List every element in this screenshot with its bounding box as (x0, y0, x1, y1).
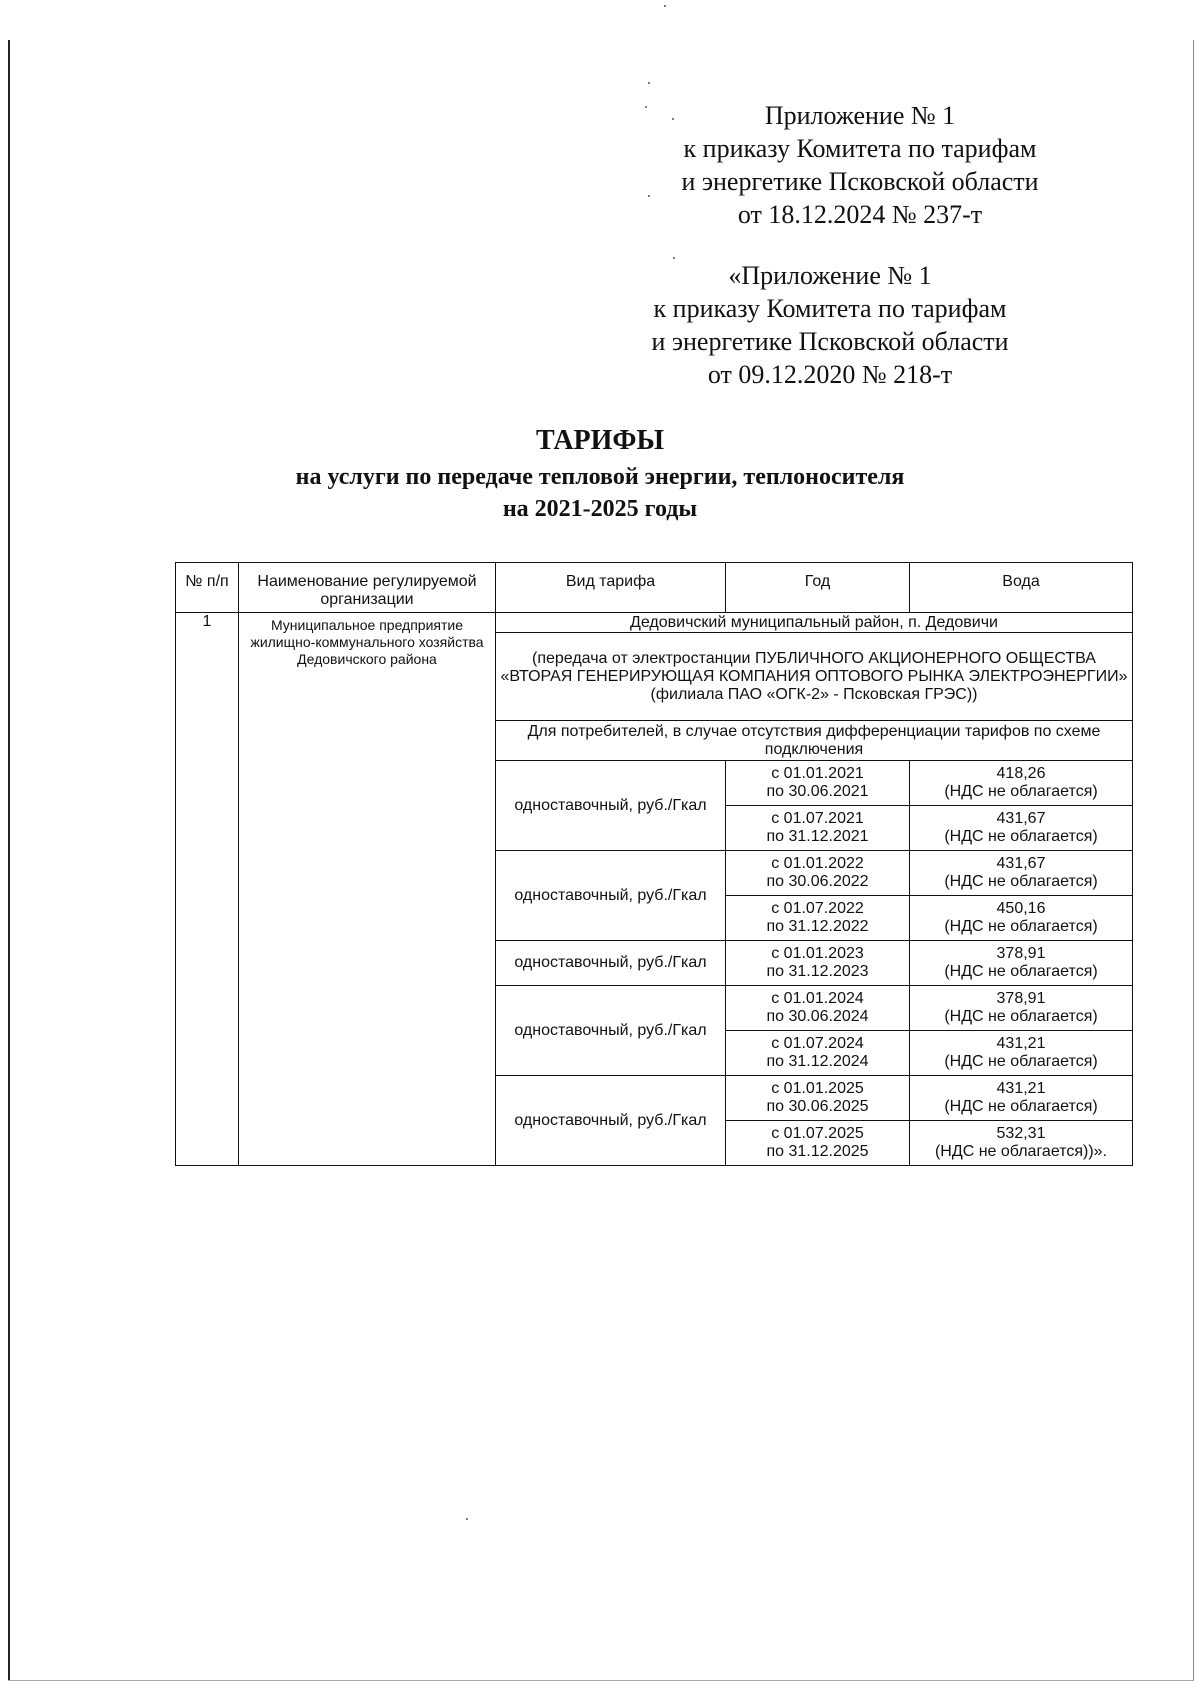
tariff-value-cell (910, 851, 1133, 896)
scan-speck (466, 1518, 468, 1520)
period-to: по 31.12.2021 (766, 828, 869, 845)
tariff-table (175, 562, 1133, 1166)
tariff-value: 418,26 (996, 765, 1046, 782)
tariff-type-cell: одноставочный, руб./Гкал (496, 1076, 726, 1166)
tariff-value-cell (910, 1121, 1133, 1166)
vat-note: (НДС не облагается) (944, 1008, 1098, 1025)
period-from: с 01.07.2024 (771, 1035, 864, 1052)
period-to: по 31.12.2023 (766, 963, 869, 980)
period-from: с 01.01.2024 (771, 990, 864, 1007)
period-cell (726, 986, 910, 1031)
appendix-line: и энергетике Псковской области (681, 167, 1039, 196)
vat-note: (НДС не облагается) (944, 1053, 1098, 1070)
period-to: по 30.06.2021 (766, 783, 869, 800)
period-cell (726, 851, 910, 896)
period-cell (726, 806, 910, 851)
header-tariff-type: Вид тарифа (496, 563, 726, 613)
period-cell (726, 1031, 910, 1076)
tariff-value-cell (910, 1031, 1133, 1076)
period-to: по 30.06.2025 (766, 1098, 869, 1115)
tariff-value-cell (910, 806, 1133, 851)
tariff-type-cell: одноставочный, руб./Гкал (496, 761, 726, 851)
tariff-type-cell: одноставочный, руб./Гкал (496, 941, 726, 986)
header-org: Наименование регулируемой организации (239, 563, 496, 613)
tariff-value-cell (910, 1076, 1133, 1121)
appendix-line: «Приложение № 1 (728, 261, 932, 290)
period-from: с 01.01.2021 (771, 765, 864, 782)
appendix-line: и энергетике Псковской области (651, 327, 1009, 356)
period-to: по 31.12.2022 (766, 918, 869, 935)
period-cell (726, 896, 910, 941)
document-title: ТАРИФЫ (536, 425, 664, 456)
tariff-value-cell (910, 941, 1133, 986)
tariff-value: 532,31 (996, 1125, 1046, 1142)
vat-note: (НДС не облагается))». (934, 1143, 1108, 1160)
tariff-value-cell (910, 896, 1133, 941)
tariff-value: 431,67 (996, 810, 1046, 827)
appendix-current-reference (620, 99, 1100, 231)
vat-note: (НДС не облагается) (944, 1098, 1098, 1115)
district-name: Дедовичский муниципальный район, п. Дедовичи (496, 613, 1133, 633)
vat-note: (НДС не облагается) (944, 918, 1098, 935)
header-num: № п/п (176, 563, 239, 613)
page-bottom-border (8, 1680, 1194, 1681)
tariff-value: 431,67 (996, 855, 1046, 872)
period-to: по 31.12.2024 (766, 1053, 869, 1070)
row-number: 1 (176, 613, 239, 1166)
vat-note: (НДС не облагается) (944, 783, 1098, 800)
period-from: с 01.07.2025 (771, 1125, 864, 1142)
appendix-line: к приказу Комитета по тарифам (683, 134, 1037, 163)
period-cell (726, 1076, 910, 1121)
period-from: с 01.01.2022 (771, 855, 864, 872)
tariff-value: 431,21 (996, 1080, 1046, 1097)
table-header-row (176, 563, 1133, 613)
appendix-line: от 18.12.2024 № 237-т (737, 200, 983, 229)
period-from: с 01.01.2023 (771, 945, 864, 962)
organization-name: Муниципальное предприятие жилищно-коммунального хозяйства Дедовичского района (239, 613, 496, 1166)
tariff-value-cell (910, 986, 1133, 1031)
vat-note: (НДС не облагается) (944, 828, 1098, 845)
vat-note: (НДС не облагается) (944, 873, 1098, 890)
tariff-value: 450,16 (996, 900, 1046, 917)
period-to: по 30.06.2024 (766, 1008, 869, 1025)
period-to: по 30.06.2022 (766, 873, 869, 890)
tariff-value-cell (910, 761, 1133, 806)
tariff-value: 378,91 (996, 945, 1046, 962)
document-years: на 2021-2025 годы (502, 496, 698, 522)
period-to: по 31.12.2025 (766, 1143, 869, 1160)
tariff-value: 378,91 (996, 990, 1046, 1007)
page-left-border (8, 40, 10, 1680)
tariff-type-cell: одноставочный, руб./Гкал (496, 986, 726, 1076)
tariff-type-cell: одноставочный, руб./Гкал (496, 851, 726, 941)
heat-source: (передача от электростанции ПУБЛИЧНОГО АКЦИОНЕРНОГО ОБЩЕСТВА «ВТОРАЯ ГЕНЕРИРУЮЩАЯ КОМПАНИЯ ОПТОВОГО РЫНКА ЭЛЕКТРОЭНЕРГИИ» (филиала ПАО «ОГК-2» - Псковская ГРЭС)) (496, 633, 1133, 721)
period-cell (726, 941, 910, 986)
document-subtitle: на услуги по передаче тепловой энергии, теплоносителя (295, 464, 905, 490)
vat-note: (НДС не облагается) (944, 963, 1098, 980)
period-from: с 01.07.2022 (771, 900, 864, 917)
scan-speck (664, 5, 666, 7)
scan-speck (648, 82, 650, 84)
appendix-line: Приложение № 1 (764, 101, 956, 130)
table-row (176, 613, 1133, 633)
header-water: Вода (910, 563, 1133, 613)
page-right-border (1193, 40, 1194, 1680)
tariff-value: 431,21 (996, 1035, 1046, 1052)
period-from: с 01.01.2025 (771, 1080, 864, 1097)
appendix-original-reference (600, 259, 1060, 391)
appendix-line: к приказу Комитета по тарифам (653, 294, 1007, 323)
consumer-group: Для потребителей, в случае отсутствия дифференциации тарифов по схеме подключения (496, 721, 1133, 761)
period-cell (726, 1121, 910, 1166)
header-year: Год (726, 563, 910, 613)
period-from: с 01.07.2021 (771, 810, 864, 827)
period-cell (726, 761, 910, 806)
appendix-line: от 09.12.2020 № 218-т (707, 360, 953, 389)
